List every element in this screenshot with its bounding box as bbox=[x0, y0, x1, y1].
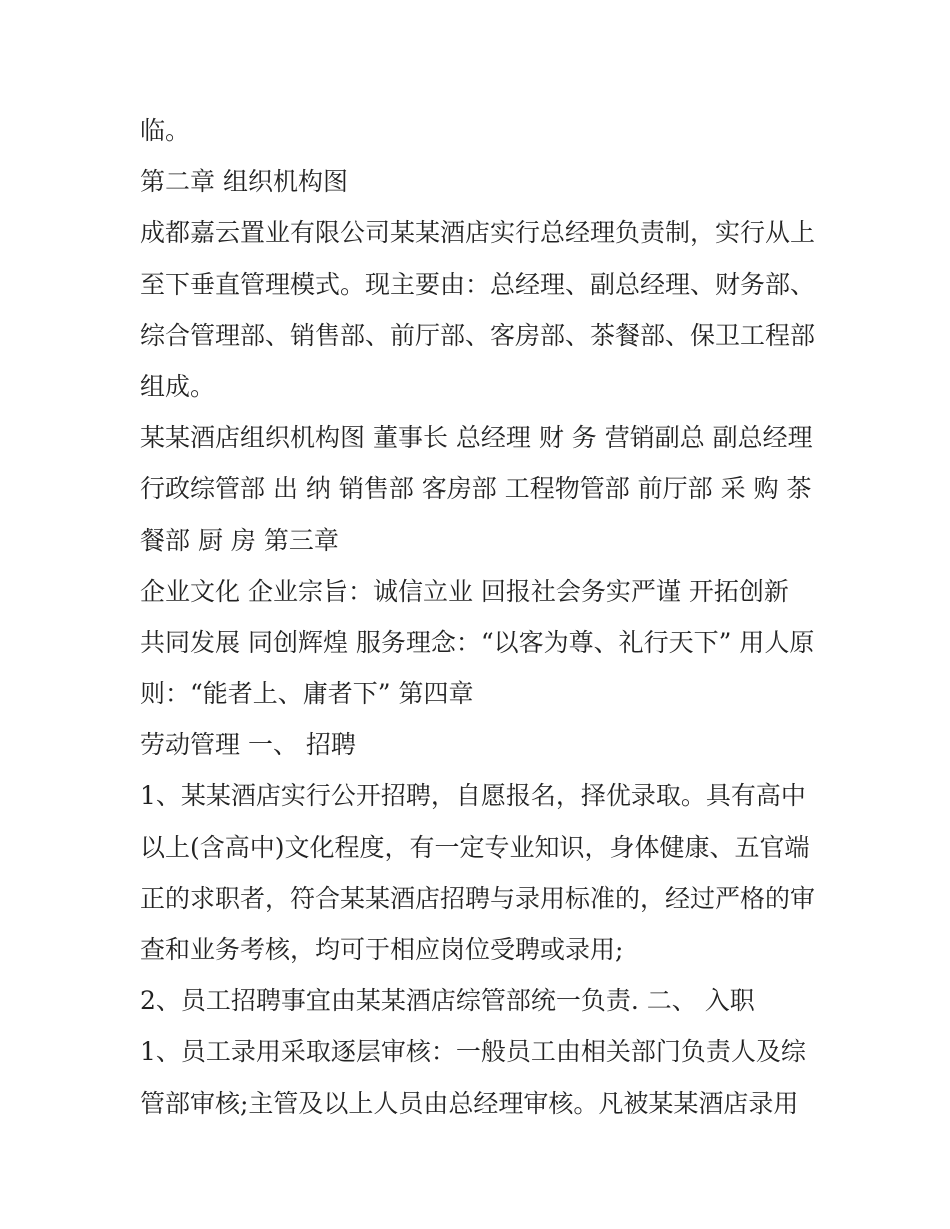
text-line: 共同发展 同创辉煌 服务理念：“以客为尊、礼行天下” 用人原 bbox=[140, 627, 815, 657]
text-line: 成都嘉云置业有限公司某某酒店实行总经理负责制，实行从上 bbox=[140, 218, 816, 248]
text-line: 管部审核;主管及以上人员由总经理审核。凡被某某酒店录用 bbox=[140, 1088, 799, 1118]
text-line: 行政综管部 出 纳 销售部 客房部 工程物管部 前厅部 采 购 茶 bbox=[140, 474, 812, 504]
text-line: 1、员工录用采取逐层审核：一般员工由相关部门负责人及综 bbox=[140, 1037, 806, 1067]
text-line: 餐部 厨 房 第三章 bbox=[140, 525, 339, 555]
text-line: 查和业务考核，均可于相应岗位受聘或录用; bbox=[140, 935, 624, 964]
text-line: 2、员工招聘事宜由某某酒店综管部统一负责. 二、 入职 bbox=[140, 986, 755, 1016]
text-line: 以上(含高中)文化程度，有一定专业知识，身体健康、五官端 bbox=[140, 832, 810, 862]
document-body bbox=[140, 105, 820, 1129]
text-line: 正的求职者，符合某某酒店招聘与录用标准的，经过严格的审 bbox=[140, 883, 816, 913]
text-line: 1、某某酒店实行公开招聘，自愿报名，择优录取。具有高中 bbox=[140, 781, 806, 811]
text-line: 综合管理部、销售部、前厅部、客房部、茶餐部、保卫工程部 bbox=[140, 320, 816, 350]
chapter-heading: 第二章 组织机构图 bbox=[140, 167, 348, 197]
text-line: 至下垂直管理模式。现主要由：总经理、副总经理、财务部、 bbox=[140, 269, 816, 299]
text-line: 某某酒店组织机构图 董事长 总经理 财 务 营销副总 副总经理 bbox=[140, 423, 813, 453]
text-line: 劳动管理 一、 招聘 bbox=[140, 730, 356, 760]
text-line: 组成。 bbox=[140, 371, 216, 401]
text-line: 临。 bbox=[140, 116, 191, 145]
text-line: 企业文化 企业宗旨：诚信立业 回报社会务实严谨 开拓创新 bbox=[140, 576, 789, 606]
text-line: 则：“能者上、庸者下” 第四章 bbox=[140, 679, 474, 709]
